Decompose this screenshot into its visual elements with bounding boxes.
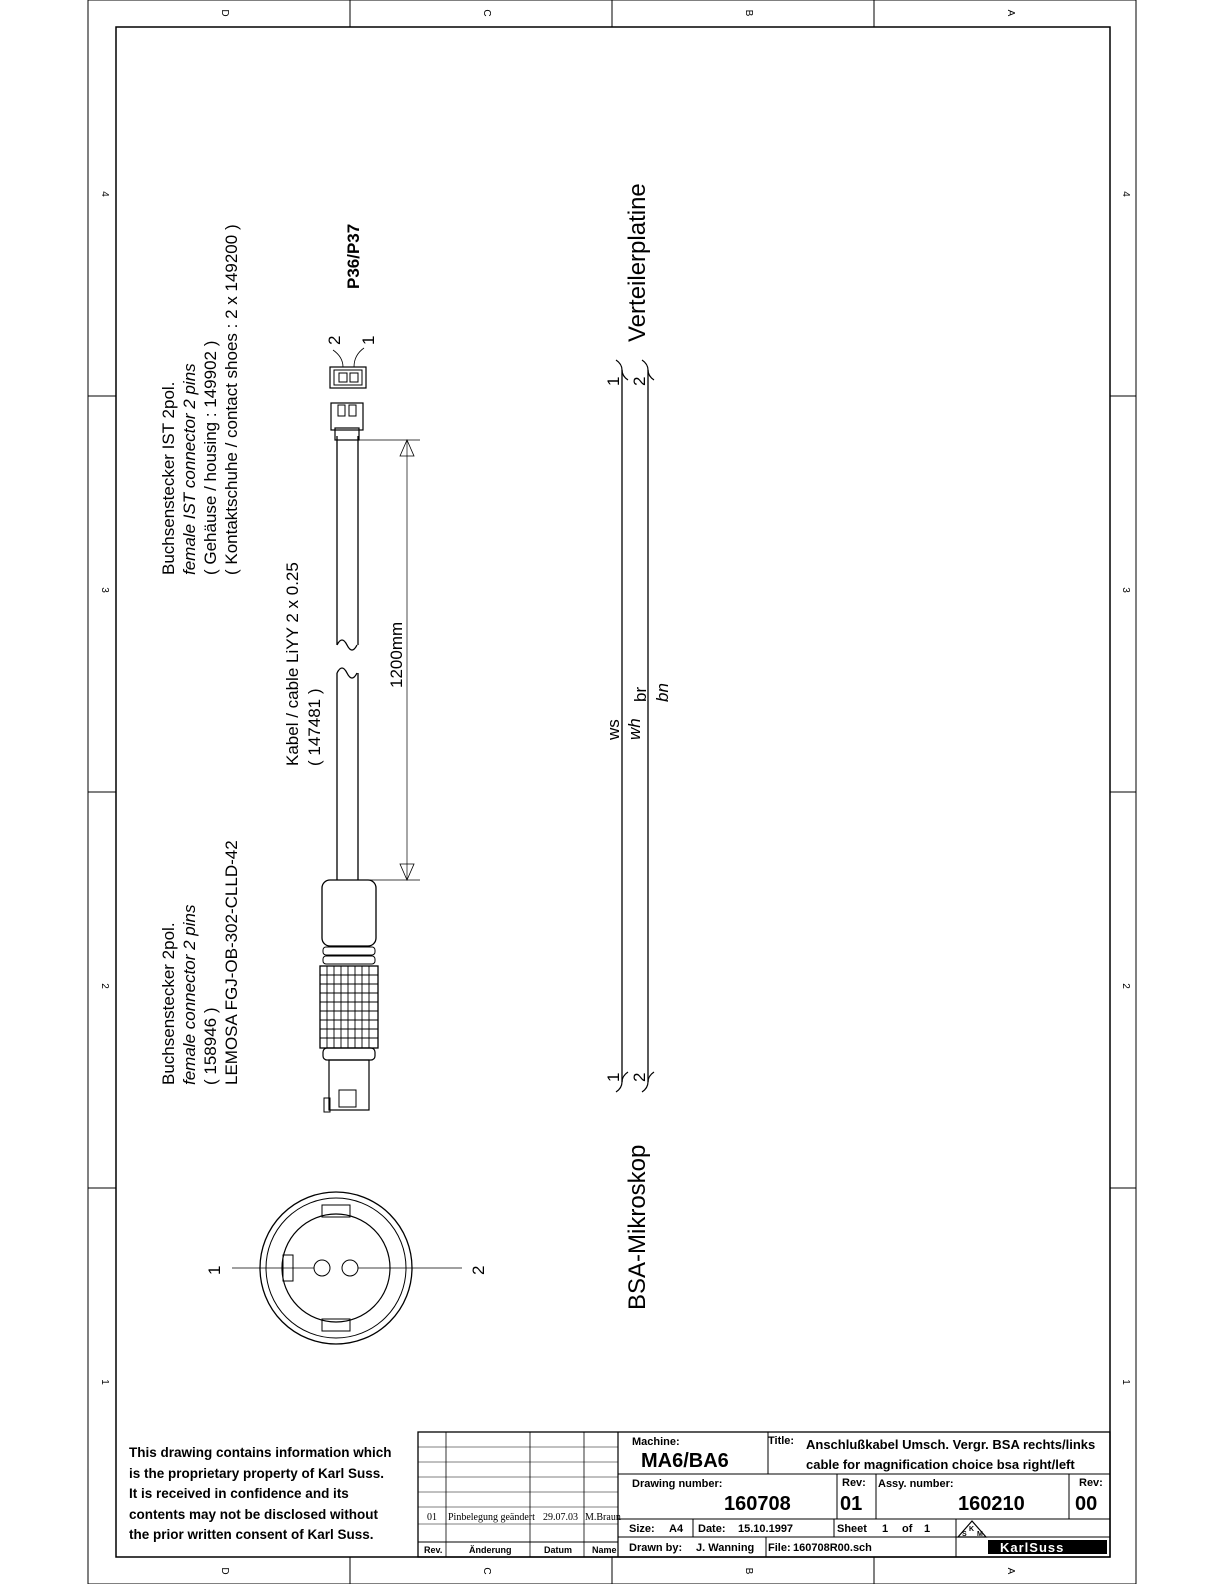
history-rev: 01 xyxy=(427,1512,437,1523)
border-col-bottom-c: C xyxy=(481,1567,492,1575)
face-pin2-label: 2 xyxy=(469,1265,488,1275)
border-row-right-4: 4 xyxy=(1120,191,1131,197)
wire2-color-de: br xyxy=(631,686,650,702)
revision-history xyxy=(418,1432,621,1557)
history-header-rev: Rev. xyxy=(424,1545,443,1555)
machine-label: Machine: xyxy=(632,1436,680,1448)
left-end-label: BSA-Mikroskop xyxy=(624,1144,651,1310)
assy-rev-label: Rev: xyxy=(1079,1477,1103,1489)
drawn-by-label: Drawn by: xyxy=(629,1542,683,1554)
size-value: A4 xyxy=(669,1523,684,1535)
right-end-label: Verteilerplatine xyxy=(624,183,651,342)
left-connector-line2: female connector 2 pins xyxy=(180,904,199,1085)
border-row-left-1: 1 xyxy=(99,1379,110,1385)
left-connector-line3: ( 158946 ) xyxy=(201,1007,220,1085)
face-pin1-label: 1 xyxy=(205,1265,224,1275)
sheet-label: Sheet xyxy=(837,1523,867,1535)
right-connector-line1: Buchsenstecker IST 2pol. xyxy=(159,381,178,575)
border-col-top-b: B xyxy=(743,9,754,17)
notice-line-2: is the proprietary property of Karl Suss. xyxy=(129,1466,385,1481)
drawing-number-value: 160708 xyxy=(724,1493,791,1515)
lemo-grip xyxy=(320,966,378,1048)
right-pin1-label: 1 xyxy=(604,376,623,386)
border-col-bottom-a: A xyxy=(1005,1567,1016,1575)
ist-pin2-label: 2 xyxy=(325,335,344,345)
connector-ref-label: P36/P37 xyxy=(344,223,363,289)
file-value: 160708R00.sch xyxy=(793,1542,872,1554)
notice-line-5: the prior written consent of Karl Suss. xyxy=(129,1527,374,1542)
wire2-color-en: bn xyxy=(653,683,672,702)
notice-line-1: This drawing contains information which xyxy=(129,1445,392,1460)
lemo-connector xyxy=(320,880,378,1112)
border-row-left-4: 4 xyxy=(99,191,110,197)
border-col-bottom-b: B xyxy=(743,1567,754,1575)
sheet-of-label: of xyxy=(902,1523,913,1535)
logo-monogram-s: S xyxy=(962,1531,967,1538)
history-date: 29.07.03 xyxy=(543,1512,578,1523)
border-labels xyxy=(99,9,1131,1574)
border-row-right-2: 2 xyxy=(1120,983,1131,989)
right-connector-annotation xyxy=(159,224,241,575)
history-header-change: Änderung xyxy=(469,1545,512,1555)
rev-value: 01 xyxy=(840,1493,863,1515)
notice-line-4: contents may not be disclosed without xyxy=(129,1507,379,1522)
assy-number-value: 160210 xyxy=(958,1493,1025,1515)
title-block xyxy=(418,1432,1110,1557)
sheet-value: 1 xyxy=(882,1523,889,1535)
border-col-top-a: A xyxy=(1005,9,1016,17)
ist-connector xyxy=(325,336,378,440)
logo-monogram-k: K xyxy=(969,1526,975,1533)
border-col-bottom-d: D xyxy=(219,1567,230,1575)
sheet-total-value: 1 xyxy=(924,1523,931,1535)
border-row-right-1: 1 xyxy=(1120,1379,1131,1385)
drawing-number-label: Drawing number: xyxy=(632,1478,723,1490)
left-connector-line4: LEMOSA FGJ-OB-302-CLLD-42 xyxy=(222,840,241,1085)
history-change: Pinbelegung geändert xyxy=(448,1512,535,1523)
left-connector-annotation xyxy=(159,840,241,1085)
right-connector-line2: female IST connector 2 pins xyxy=(180,363,199,575)
cable-length-label: 1200mm xyxy=(387,621,406,688)
assy-number-label: Assy. number: xyxy=(878,1478,954,1490)
border-col-top-d: D xyxy=(219,9,230,17)
title-line-1: Anschlußkabel Umsch. Vergr. BSA rechts/links xyxy=(806,1437,1096,1452)
lemo-face-view xyxy=(205,1192,488,1344)
right-connector-line3: ( Gehäuse / housing : 149902 ) xyxy=(201,340,220,575)
drawn-by-value: J. Wanning xyxy=(696,1542,755,1554)
cable-annotation xyxy=(283,562,324,766)
history-header-date: Datum xyxy=(544,1545,573,1555)
left-pin2-label: 2 xyxy=(630,1072,649,1082)
history-name: M.Braun xyxy=(585,1512,621,1523)
cable-line1: Kabel / cable LiYY 2 x 0.25 xyxy=(283,562,302,766)
left-connector-line1: Buchsenstecker 2pol. xyxy=(159,922,178,1085)
cable-drawing xyxy=(337,436,420,880)
right-pin2-label: 2 xyxy=(630,376,649,386)
cable-line2: ( 147481 ) xyxy=(305,688,324,766)
logo-monogram-m: M xyxy=(977,1531,983,1538)
right-connector-line4: ( Kontaktschuhe / contact shoes : 2 x 149200 ) xyxy=(222,224,241,575)
border-row-left-2: 2 xyxy=(99,983,110,989)
date-label: Date: xyxy=(698,1523,726,1535)
wire1-color-de: ws xyxy=(604,719,623,740)
karl-suss-logo xyxy=(958,1521,1107,1555)
notice-line-3: It is received in confidence and its xyxy=(129,1486,349,1501)
title-line-2: cable for magnification choice bsa right/left xyxy=(806,1457,1075,1472)
left-pin1-label: 1 xyxy=(604,1072,623,1082)
date-value: 15.10.1997 xyxy=(738,1523,794,1535)
wire1-color-en: wh xyxy=(625,718,644,740)
ist-pin1-label: 1 xyxy=(359,335,378,345)
machine-value: MA6/BA6 xyxy=(641,1450,729,1472)
logo-text: KarlSuss xyxy=(1000,1540,1065,1555)
border-row-left-3: 3 xyxy=(99,587,110,593)
proprietary-notice xyxy=(129,1445,392,1542)
title-label: Title: xyxy=(768,1435,795,1447)
history-header-name: Name xyxy=(592,1545,617,1555)
rev-label: Rev: xyxy=(842,1477,866,1489)
assy-rev-value: 00 xyxy=(1075,1493,1098,1515)
size-label: Size: xyxy=(629,1523,655,1535)
frame xyxy=(88,0,1136,1584)
wiring-schematic xyxy=(604,183,672,1310)
file-label: File: xyxy=(768,1542,791,1554)
border-row-right-3: 3 xyxy=(1120,587,1131,593)
border-col-top-c: C xyxy=(481,9,492,17)
